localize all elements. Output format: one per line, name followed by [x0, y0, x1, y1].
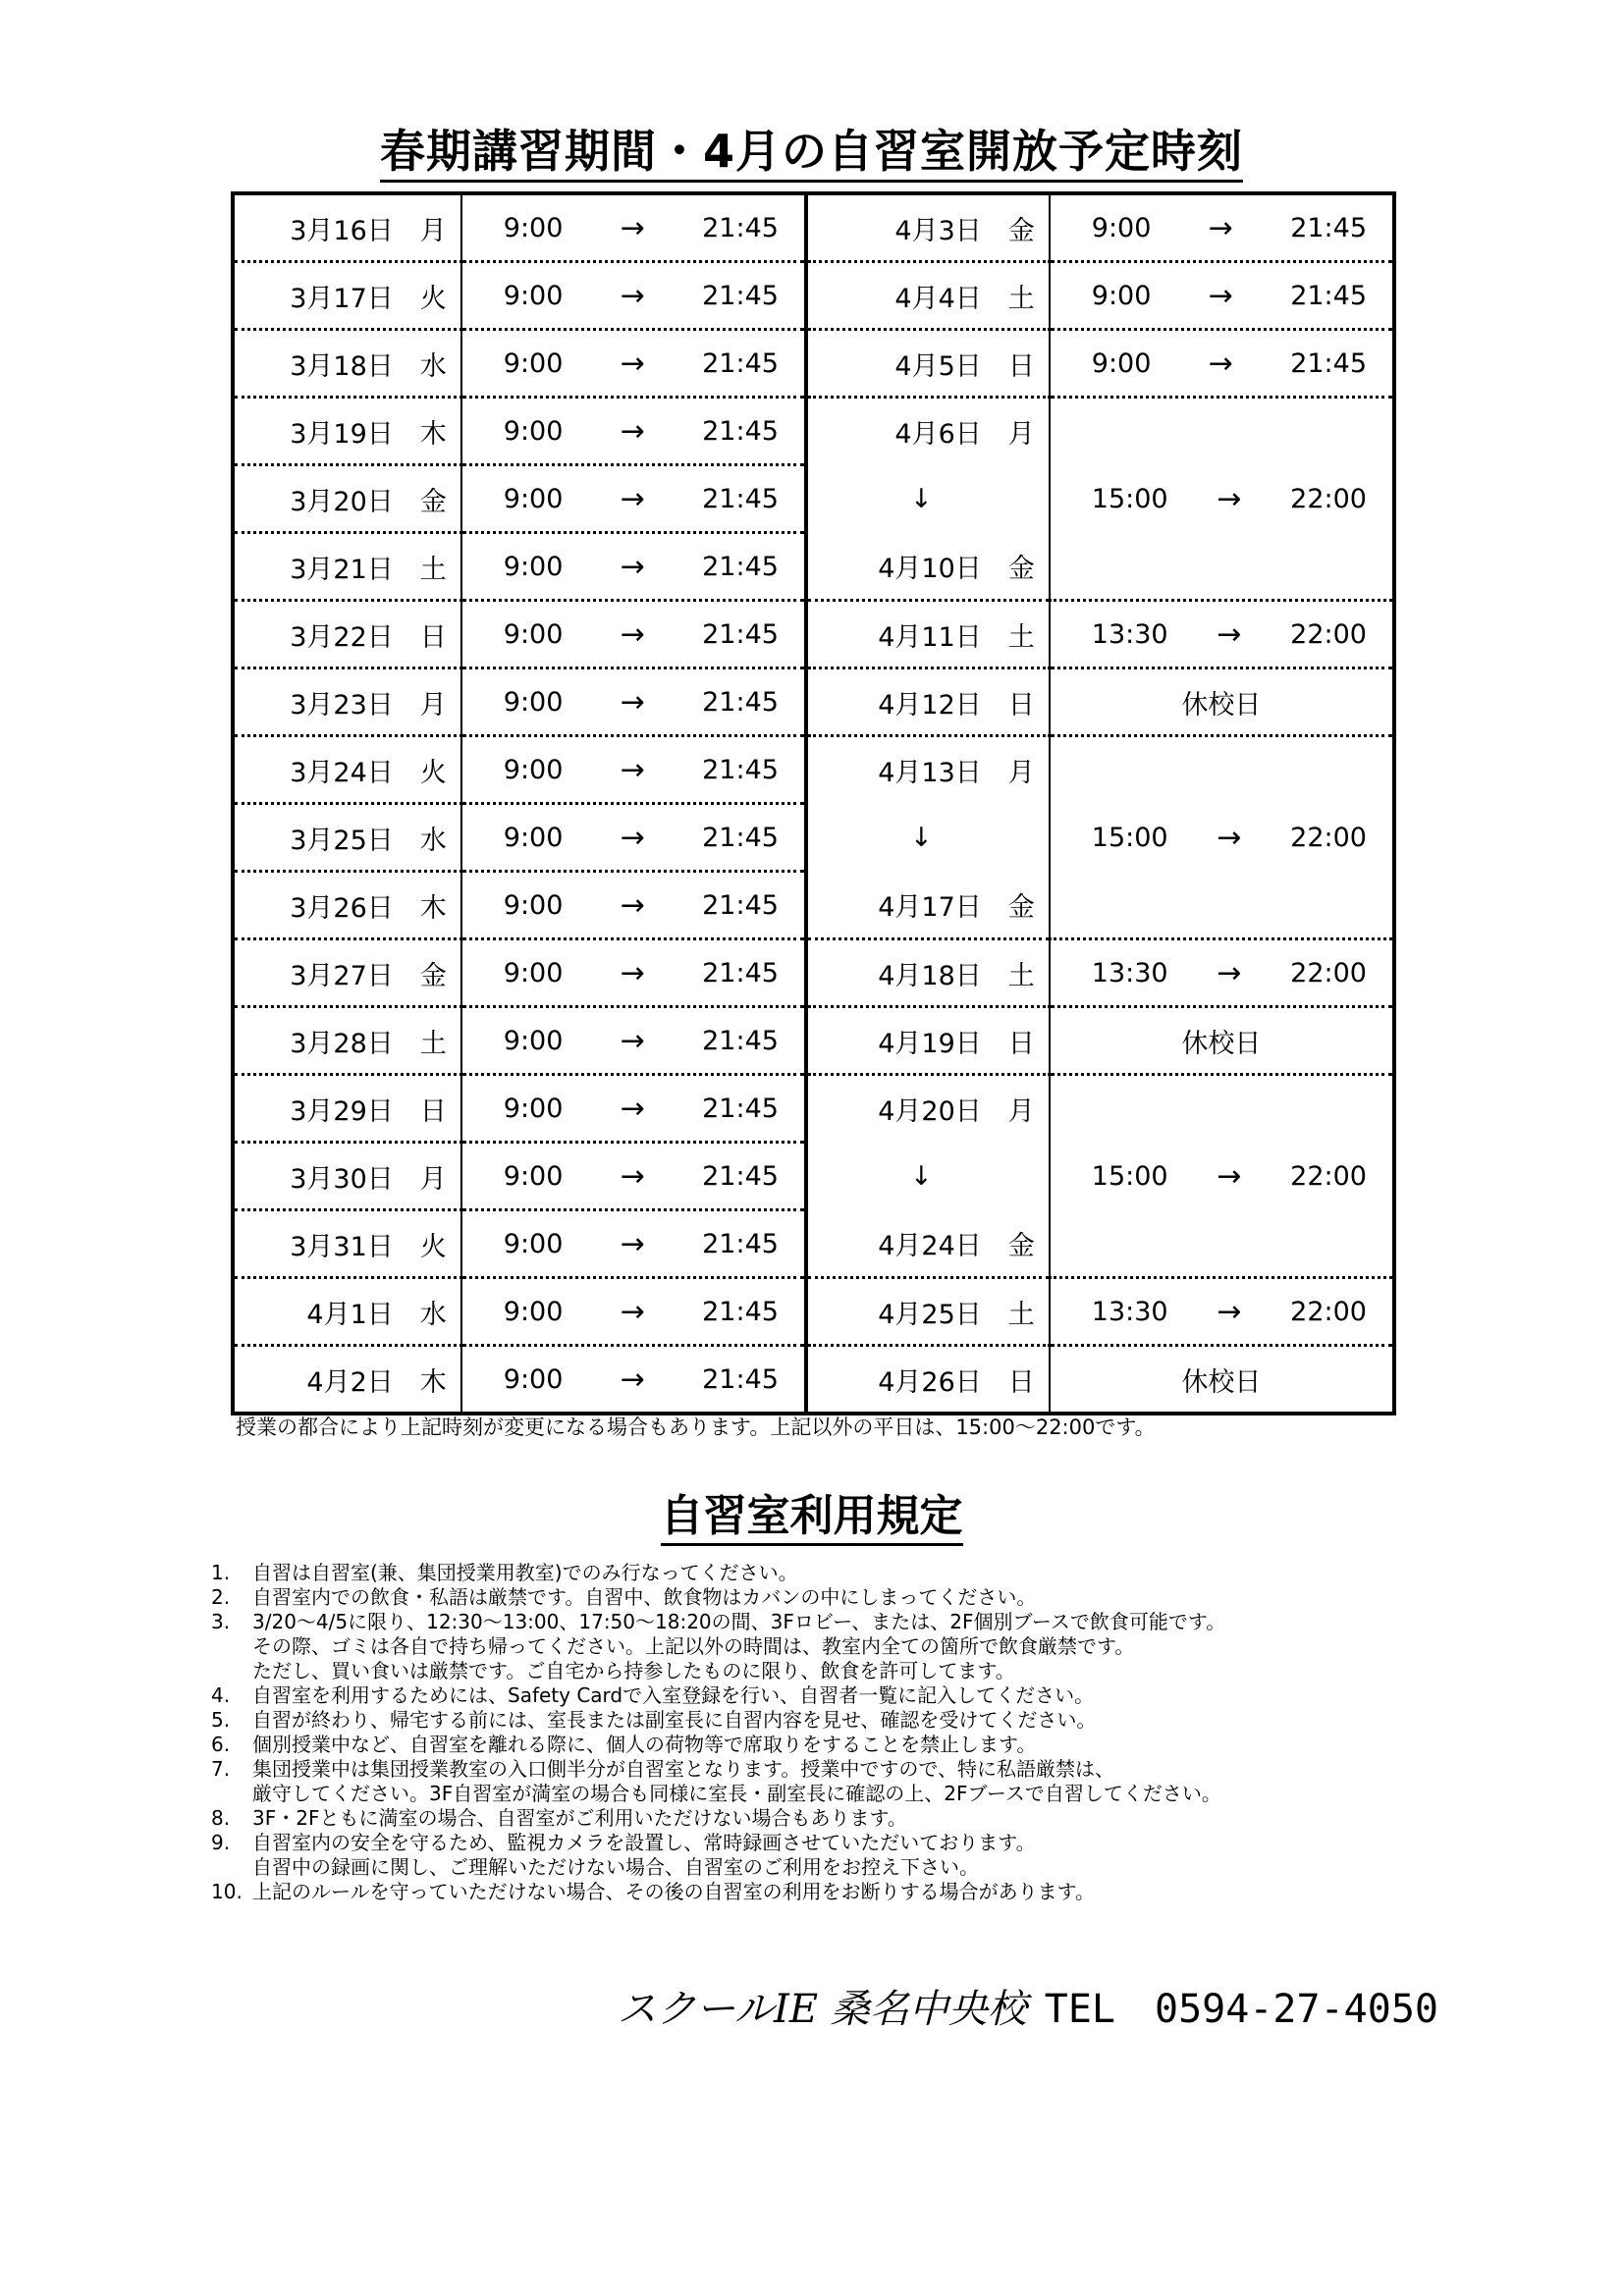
left-time-cell — [461, 1075, 806, 1143]
close-time: 21:45 — [702, 1363, 779, 1395]
left-time-cell — [461, 262, 806, 330]
table-row — [233, 601, 1394, 668]
right-date-cell — [806, 1007, 1050, 1075]
rule-item — [211, 1806, 1409, 1831]
table-row — [233, 736, 1394, 804]
weekday: 土 — [419, 1028, 447, 1059]
date: 3月21日 — [290, 554, 394, 585]
date: 4月24日 — [878, 1230, 982, 1261]
rules-title-text: 自習室利用規定 — [661, 1491, 963, 1546]
arrow-icon: → — [620, 278, 645, 313]
arrow-icon: → — [620, 955, 645, 990]
rule-text: 集団授業中は集団授業教室の入口側半分が自習室となります。授業中ですので、特に私語厳禁は、 — [252, 1757, 1114, 1781]
open-time: 9:00 — [1091, 212, 1152, 243]
left-date-cell — [233, 872, 461, 939]
date: 3月30日 — [290, 1163, 394, 1195]
weekday: 月 — [1007, 1096, 1035, 1128]
weekday: 土 — [1007, 1299, 1035, 1330]
weekday: 金 — [1007, 215, 1035, 246]
left-time-cell — [461, 465, 806, 533]
weekday: 火 — [419, 283, 447, 314]
table-row — [233, 939, 1394, 1007]
date: 4月3日 — [894, 215, 982, 246]
left-date-cell — [233, 533, 461, 601]
rule-item — [211, 1610, 1409, 1634]
weekday: 日 — [1007, 689, 1035, 721]
date: 4月4日 — [894, 283, 982, 314]
school-name: スクールIE 桑名中央校 — [617, 1987, 1027, 2032]
close-time: 21:45 — [702, 754, 779, 785]
close-time: 21:45 — [1290, 347, 1367, 379]
rule-number: 10. — [211, 1880, 243, 1903]
arrow-icon: → — [620, 549, 645, 584]
rule-text: 3F・2Fともに満室の場合、自習室がご利用いただけない場合もあります。 — [252, 1806, 907, 1830]
left-time-cell — [461, 668, 806, 736]
weekday: 日 — [1007, 350, 1035, 382]
rule-text: 自習中の録画に関し、ご理解いただけない場合、自習室のご利用をお控え下さい。 — [252, 1855, 979, 1879]
right-time-cell — [1050, 736, 1394, 939]
weekday: 日 — [419, 1095, 447, 1127]
close-time: 21:45 — [1290, 280, 1367, 311]
rule-number: 1. — [211, 1561, 231, 1584]
arrow-icon: → — [620, 616, 645, 652]
open-time: 13:30 — [1091, 1296, 1168, 1327]
table-row — [233, 193, 1394, 262]
date: 3月24日 — [290, 757, 394, 788]
date: 3月17日 — [290, 283, 394, 314]
left-time-cell — [461, 939, 806, 1007]
weekday: 土 — [419, 554, 447, 585]
weekday: 木 — [419, 1366, 447, 1398]
arrow-icon: → — [1217, 955, 1242, 990]
arrow-icon: → — [1208, 346, 1233, 381]
schedule-table — [231, 191, 1396, 1415]
open-time: 15:00 — [1091, 483, 1168, 514]
close-time: 21:45 — [1290, 212, 1367, 243]
rule-number — [211, 1782, 252, 1806]
close-time: 21:45 — [702, 347, 779, 379]
open-time: 9:00 — [503, 551, 564, 582]
rule-item — [211, 1831, 1409, 1855]
arrow-icon: → — [620, 752, 645, 787]
right-date-cell — [806, 939, 1050, 1007]
open-time: 13:30 — [1091, 957, 1168, 988]
date: 3月29日 — [290, 1095, 394, 1127]
open-time: 15:00 — [1091, 822, 1168, 853]
arrow-icon: → — [1217, 1294, 1242, 1329]
weekday: 金 — [1007, 891, 1035, 923]
close-time: 21:45 — [702, 889, 779, 921]
left-time-cell — [461, 1278, 806, 1346]
rule-item — [211, 1585, 1409, 1610]
rule-number: 5. — [211, 1708, 231, 1732]
weekday: 金 — [419, 960, 447, 991]
weekday: 日 — [1007, 1028, 1035, 1059]
arrow-icon: → — [620, 1362, 645, 1397]
left-date-cell — [233, 262, 461, 330]
right-time-cell — [1050, 262, 1394, 330]
holiday-cell: 休校日 — [1181, 1366, 1262, 1398]
right-time-cell — [1050, 601, 1394, 668]
title-text: 春期講習期間・4月の自習室開放予定時刻 — [380, 125, 1243, 183]
date: 4月5日 — [894, 350, 982, 382]
weekday: 金 — [1007, 553, 1035, 584]
close-time: 22:00 — [1290, 822, 1367, 853]
close-time: 21:45 — [702, 686, 779, 718]
weekday: 月 — [419, 215, 447, 246]
right-date-cell — [806, 872, 1050, 939]
rule-text: 3/20～4/5に限り、12:30～13:00、17:50～18:20の間、3Fロビー、または、2F個別ブースで飲食可能です。 — [252, 1610, 1226, 1633]
left-time-cell — [461, 736, 806, 804]
arrow-icon: → — [620, 481, 645, 516]
open-time: 13:30 — [1091, 618, 1168, 650]
date: 3月27日 — [290, 960, 394, 991]
rule-text: 個別授業中など、自習室を離れる際に、個人の荷物等で席取りをすることを禁止します。 — [252, 1733, 1037, 1756]
left-date-cell — [233, 601, 461, 668]
left-time-cell — [461, 1346, 806, 1415]
date: 4月2日 — [306, 1366, 394, 1398]
left-date-cell — [233, 398, 461, 465]
date: 4月11日 — [878, 621, 982, 653]
right-date-cell — [806, 1346, 1050, 1415]
weekday: 月 — [419, 1163, 447, 1195]
rule-number: 2. — [211, 1585, 231, 1609]
rule-item — [211, 1757, 1409, 1782]
table-row — [233, 262, 1394, 330]
right-time-cell — [1050, 1278, 1394, 1346]
open-time: 9:00 — [503, 212, 564, 243]
weekday: 火 — [419, 757, 447, 788]
close-time: 22:00 — [1290, 483, 1367, 514]
arrow-icon: → — [620, 1294, 645, 1329]
close-time: 21:45 — [702, 1296, 779, 1327]
date: 3月18日 — [290, 350, 394, 382]
open-time: 9:00 — [503, 280, 564, 311]
arrow-icon: → — [620, 820, 645, 855]
holiday-cell: 休校日 — [1050, 668, 1394, 736]
open-time: 9:00 — [503, 889, 564, 921]
open-time: 9:00 — [503, 483, 564, 514]
rule-item — [211, 1782, 1409, 1806]
arrow-icon: → — [1217, 1158, 1242, 1194]
left-time-cell — [461, 193, 806, 262]
rule-text: 自習室内の安全を守るため、監視カメラを設置し、常時録画させていただいております。 — [252, 1831, 1036, 1854]
close-time: 21:45 — [702, 1025, 779, 1056]
close-time: 21:45 — [702, 957, 779, 988]
right-date-cell — [806, 736, 1050, 804]
weekday: 金 — [1007, 1230, 1035, 1261]
date: 4月1日 — [306, 1299, 394, 1330]
arrow-icon: → — [620, 684, 645, 720]
arrow-icon: → — [620, 1091, 645, 1126]
weekday: 土 — [1007, 960, 1035, 991]
left-date-cell — [233, 1143, 461, 1210]
open-time: 15:00 — [1091, 1160, 1168, 1192]
right-time-cell — [1050, 193, 1394, 262]
left-date-cell — [233, 1346, 461, 1415]
date: 3月23日 — [290, 689, 394, 721]
date: 4月18日 — [878, 960, 982, 991]
arrow-icon: → — [1217, 616, 1242, 652]
date: 3月22日 — [290, 621, 394, 653]
weekday: 土 — [1007, 621, 1035, 653]
rule-number: 6. — [211, 1733, 231, 1756]
rule-text: 厳守してください。3F自習室が満室の場合も同様に室長・副室長に確認の上、2Fブースで自習してください。 — [252, 1782, 1221, 1805]
weekday: 木 — [419, 418, 447, 450]
rules-list — [211, 1561, 1409, 1904]
close-time: 22:00 — [1290, 1160, 1367, 1192]
date: 3月16日 — [290, 215, 394, 246]
weekday: 月 — [1007, 419, 1035, 451]
page-title — [0, 116, 1623, 181]
table-row — [233, 668, 1394, 736]
left-date-cell — [233, 804, 461, 872]
date: 4月19日 — [878, 1028, 982, 1059]
open-time: 9:00 — [503, 415, 564, 447]
rule-item — [211, 1880, 1409, 1904]
date: 4月6日 — [894, 419, 982, 451]
left-time-cell — [461, 804, 806, 872]
rule-text: その際、ゴミは各自で持ち帰ってください。上記以外の時間は、教室内全ての箇所で飲食厳禁です。 — [252, 1634, 1135, 1658]
date: 4月17日 — [878, 891, 982, 923]
right-date-cell — [806, 330, 1050, 398]
right-time-cell — [1050, 398, 1394, 601]
right-date-cell — [806, 1075, 1050, 1143]
weekday: 水 — [419, 350, 447, 382]
arrow-icon: → — [1208, 210, 1233, 245]
close-time: 22:00 — [1290, 957, 1367, 988]
left-time-cell — [461, 533, 806, 601]
schedule-note: 授業の都合により上記時刻が変更になる場合もあります。上記以外の平日は、15:00～22:00です。 — [236, 1415, 1156, 1439]
rule-item — [211, 1708, 1409, 1733]
date: 3月28日 — [290, 1028, 394, 1059]
table-row — [233, 1346, 1394, 1415]
left-date-cell — [233, 1278, 461, 1346]
left-date-cell — [233, 1075, 461, 1143]
date: 3月31日 — [290, 1231, 394, 1262]
left-date-cell — [233, 193, 461, 262]
arrow-icon: → — [1208, 278, 1233, 313]
date: 4月20日 — [878, 1096, 982, 1128]
rule-text: 自習室内での飲食・私語は厳禁です。自習中、飲食物はカバンの中にしまってください。 — [252, 1585, 1037, 1609]
rule-number: 3. — [211, 1610, 231, 1633]
rule-number: 9. — [211, 1831, 231, 1854]
close-time: 21:45 — [702, 551, 779, 582]
rule-item — [211, 1634, 1409, 1659]
left-date-cell — [233, 1210, 461, 1278]
close-time: 22:00 — [1290, 1296, 1367, 1327]
rule-item — [211, 1683, 1409, 1708]
right-date-cell — [806, 668, 1050, 736]
table-row — [233, 1007, 1394, 1075]
arrow-icon: → — [620, 1226, 645, 1261]
right-date-cell — [806, 1278, 1050, 1346]
footer — [618, 1978, 1438, 2034]
date: 3月19日 — [290, 418, 394, 450]
open-time: 9:00 — [1091, 280, 1152, 311]
right-date-cell — [806, 533, 1050, 601]
date: 4月26日 — [878, 1366, 982, 1398]
close-time: 21:45 — [702, 618, 779, 650]
rule-text: ただし、買い食いは厳禁です。ご自宅から持参したものに限り、飲食を許可してます。 — [252, 1659, 1015, 1682]
rule-number — [211, 1634, 252, 1659]
date: 3月26日 — [290, 892, 394, 924]
arrow-icon: → — [1217, 820, 1242, 855]
open-time: 9:00 — [503, 618, 564, 650]
date: 4月13日 — [878, 758, 982, 789]
rule-item — [211, 1561, 1409, 1585]
right-date-cell — [806, 601, 1050, 668]
rule-number — [211, 1659, 252, 1683]
telephone: TEL 0594-27-4050 — [1044, 1987, 1438, 2032]
close-time: 21:45 — [702, 483, 779, 514]
left-time-cell — [461, 601, 806, 668]
open-time: 9:00 — [503, 822, 564, 853]
down-arrow-icon: ↓ — [910, 822, 933, 853]
left-date-cell — [233, 736, 461, 804]
close-time: 21:45 — [702, 1228, 779, 1259]
open-time: 9:00 — [1091, 347, 1152, 379]
date: 4月25日 — [878, 1299, 982, 1330]
arrow-icon: → — [620, 346, 645, 381]
close-time: 21:45 — [702, 1093, 779, 1124]
close-time: 21:45 — [702, 822, 779, 853]
weekday: 日 — [1007, 1366, 1035, 1398]
right-time-cell — [1050, 1075, 1394, 1278]
arrow-icon: → — [620, 210, 645, 245]
close-time: 21:45 — [702, 212, 779, 243]
rule-number: 7. — [211, 1757, 231, 1781]
right-time-cell — [1050, 330, 1394, 398]
rule-item — [211, 1659, 1409, 1683]
arrow-icon: → — [620, 413, 645, 449]
rule-text: 自習室を利用するためには、Safety Cardで入室登録を行い、自習者一覧に記入してください。 — [252, 1683, 1095, 1707]
open-time: 9:00 — [503, 957, 564, 988]
open-time: 9:00 — [503, 1025, 564, 1056]
rule-text: 自習は自習室(兼、集団授業用教室)でのみ行なってください。 — [252, 1561, 798, 1584]
date: 3月20日 — [290, 486, 394, 517]
left-time-cell — [461, 398, 806, 465]
left-date-cell — [233, 465, 461, 533]
open-time: 9:00 — [503, 754, 564, 785]
table-row — [233, 398, 1394, 465]
rule-number: 4. — [211, 1683, 231, 1707]
rule-number: 8. — [211, 1806, 231, 1830]
left-date-cell — [233, 1007, 461, 1075]
arrow-icon: → — [620, 1023, 645, 1058]
weekday: 金 — [419, 486, 447, 517]
left-date-cell — [233, 668, 461, 736]
weekday: 水 — [419, 825, 447, 856]
right-time-cell — [1050, 939, 1394, 1007]
open-time: 9:00 — [503, 1160, 564, 1192]
weekday: 月 — [1007, 758, 1035, 789]
rule-item — [211, 1733, 1409, 1757]
close-time: 21:45 — [702, 280, 779, 311]
down-arrow-icon: ↓ — [910, 483, 933, 514]
left-date-cell — [233, 330, 461, 398]
weekday: 月 — [419, 689, 447, 721]
left-time-cell — [461, 330, 806, 398]
left-time-cell — [461, 872, 806, 939]
arrow-icon: → — [1217, 481, 1242, 516]
right-date-cell — [806, 1210, 1050, 1278]
right-date-cell — [806, 262, 1050, 330]
right-date-cell — [806, 193, 1050, 262]
date: 4月10日 — [878, 553, 982, 584]
rule-number — [211, 1855, 252, 1880]
left-time-cell — [461, 1210, 806, 1278]
down-arrow-cell — [806, 465, 1050, 533]
left-time-cell — [461, 1007, 806, 1075]
open-time: 9:00 — [503, 1093, 564, 1124]
down-arrow-cell — [806, 804, 1050, 872]
table-row — [233, 1278, 1394, 1346]
rule-item — [211, 1855, 1409, 1880]
close-time: 22:00 — [1290, 618, 1367, 650]
open-time: 9:00 — [503, 1363, 564, 1395]
right-date-cell — [806, 398, 1050, 465]
holiday-cell: 休校日 — [1050, 1007, 1394, 1075]
weekday: 土 — [1007, 283, 1035, 314]
rule-text: 上記のルールを守っていただけない場合、その後の自習室の利用をお断りする場合があります。 — [252, 1880, 1095, 1903]
weekday: 火 — [419, 1231, 447, 1262]
rule-text: 自習が終わり、帰宅する前には、室長または副室長に自習内容を見せ、確認を受けてください。 — [252, 1708, 1097, 1732]
open-time: 9:00 — [503, 686, 564, 718]
down-arrow-icon: ↓ — [910, 1160, 933, 1192]
weekday: 日 — [419, 621, 447, 653]
table-row — [233, 330, 1394, 398]
open-time: 9:00 — [503, 1228, 564, 1259]
date: 3月25日 — [290, 825, 394, 856]
close-time: 21:45 — [702, 415, 779, 447]
rules-title — [0, 1480, 1623, 1543]
date: 4月12日 — [878, 689, 982, 721]
open-time: 9:00 — [503, 1296, 564, 1327]
close-time: 21:45 — [702, 1160, 779, 1192]
arrow-icon: → — [620, 1158, 645, 1194]
weekday: 水 — [419, 1299, 447, 1330]
left-time-cell — [461, 1143, 806, 1210]
arrow-icon: → — [620, 887, 645, 923]
open-time: 9:00 — [503, 347, 564, 379]
weekday: 木 — [419, 892, 447, 924]
left-date-cell — [233, 939, 461, 1007]
table-row — [233, 1075, 1394, 1143]
down-arrow-cell — [806, 1143, 1050, 1210]
